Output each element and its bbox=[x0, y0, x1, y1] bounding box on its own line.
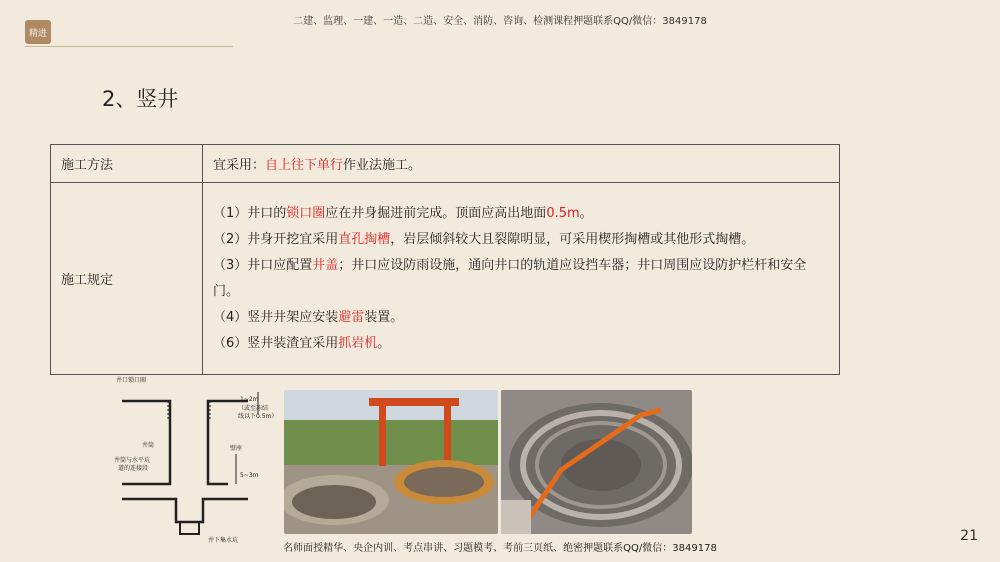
rule-4 bbox=[213, 305, 829, 331]
text: （2）井身开挖宜采用 bbox=[213, 231, 339, 247]
label-dimension: 1~2m bbox=[240, 396, 259, 403]
row-value-rules bbox=[203, 183, 840, 375]
text: 装置。 bbox=[364, 309, 404, 325]
highlight: 0.5m bbox=[546, 205, 580, 221]
highlight: 锁口圈 bbox=[286, 205, 326, 221]
highlight: 避雷 bbox=[338, 309, 365, 325]
row-value-method bbox=[203, 145, 840, 183]
label-connection-2: 道的连接段 bbox=[118, 465, 149, 472]
header-text: 二建、监理、一建、一造、二造、安全、消防、咨询、检测课程押题联系QQ/微信：3849178 bbox=[293, 16, 707, 27]
text: 应在井身掘进前完成。顶面应高出地面 bbox=[325, 205, 547, 221]
shaft-diagram bbox=[108, 374, 278, 544]
text: ，岩层倾斜较大且裂隙明显，可采用楔形掏槽或其他形式掏槽。 bbox=[390, 231, 755, 247]
spec-table bbox=[50, 144, 840, 375]
rule-5 bbox=[213, 331, 829, 357]
highlight: 自上往下单行 bbox=[265, 158, 344, 173]
row-label-rules: 施工规定 bbox=[51, 183, 203, 375]
label-shaft: 井筒 bbox=[142, 442, 155, 449]
text: 作业法施工。 bbox=[343, 158, 422, 173]
shaft-photo-2 bbox=[501, 390, 692, 534]
text: （3）井口应配置 bbox=[213, 257, 313, 273]
section-title: 2、竖井 bbox=[102, 87, 179, 111]
label-wall-base: 壁座 bbox=[230, 445, 243, 452]
logo-text: 精进 bbox=[28, 28, 47, 39]
rule-3 bbox=[213, 253, 829, 305]
table-row bbox=[51, 145, 840, 183]
highlight: 抓岩机 bbox=[338, 335, 378, 351]
highlight: 直孔掏槽 bbox=[338, 231, 391, 247]
header-divider bbox=[25, 46, 233, 47]
row-label-method: 施工方法 bbox=[51, 145, 203, 183]
text: 。 bbox=[377, 335, 391, 351]
rule-2 bbox=[213, 227, 829, 253]
text: 。 bbox=[579, 205, 593, 221]
text: （4）竖井井架应安装 bbox=[213, 309, 339, 325]
label-spacing: 5~3m bbox=[240, 472, 259, 479]
highlight: 井盖 bbox=[312, 257, 339, 273]
shaft-photo-1 bbox=[284, 390, 498, 534]
text: ；井口应设防雨设施，通向井口的轨道应设挡车器；井口周围应设防护栏杆和安全门。 bbox=[213, 257, 807, 299]
text: （6）竖井装渣宜采用 bbox=[213, 335, 339, 351]
label-sump: 井下集水坑 bbox=[208, 537, 239, 544]
page-number: 21 bbox=[960, 528, 978, 544]
rule-1 bbox=[213, 201, 829, 227]
table-row bbox=[51, 183, 840, 375]
label-lock-ring: 井口锁口圈 bbox=[116, 377, 147, 384]
footer-text: 名师面授精华、央企内训、考点串讲、习题模考、考前三页纸、绝密押题联系QQ/微信：3849178 bbox=[283, 543, 717, 554]
label-note-1: （或至冻结 bbox=[238, 405, 269, 412]
label-connection-1: 井筒与水平坑 bbox=[114, 457, 151, 464]
label-note-2: 线以下0.5m） bbox=[238, 413, 278, 420]
text: 宜采用： bbox=[213, 158, 266, 173]
text: （1）井口的 bbox=[213, 205, 287, 221]
